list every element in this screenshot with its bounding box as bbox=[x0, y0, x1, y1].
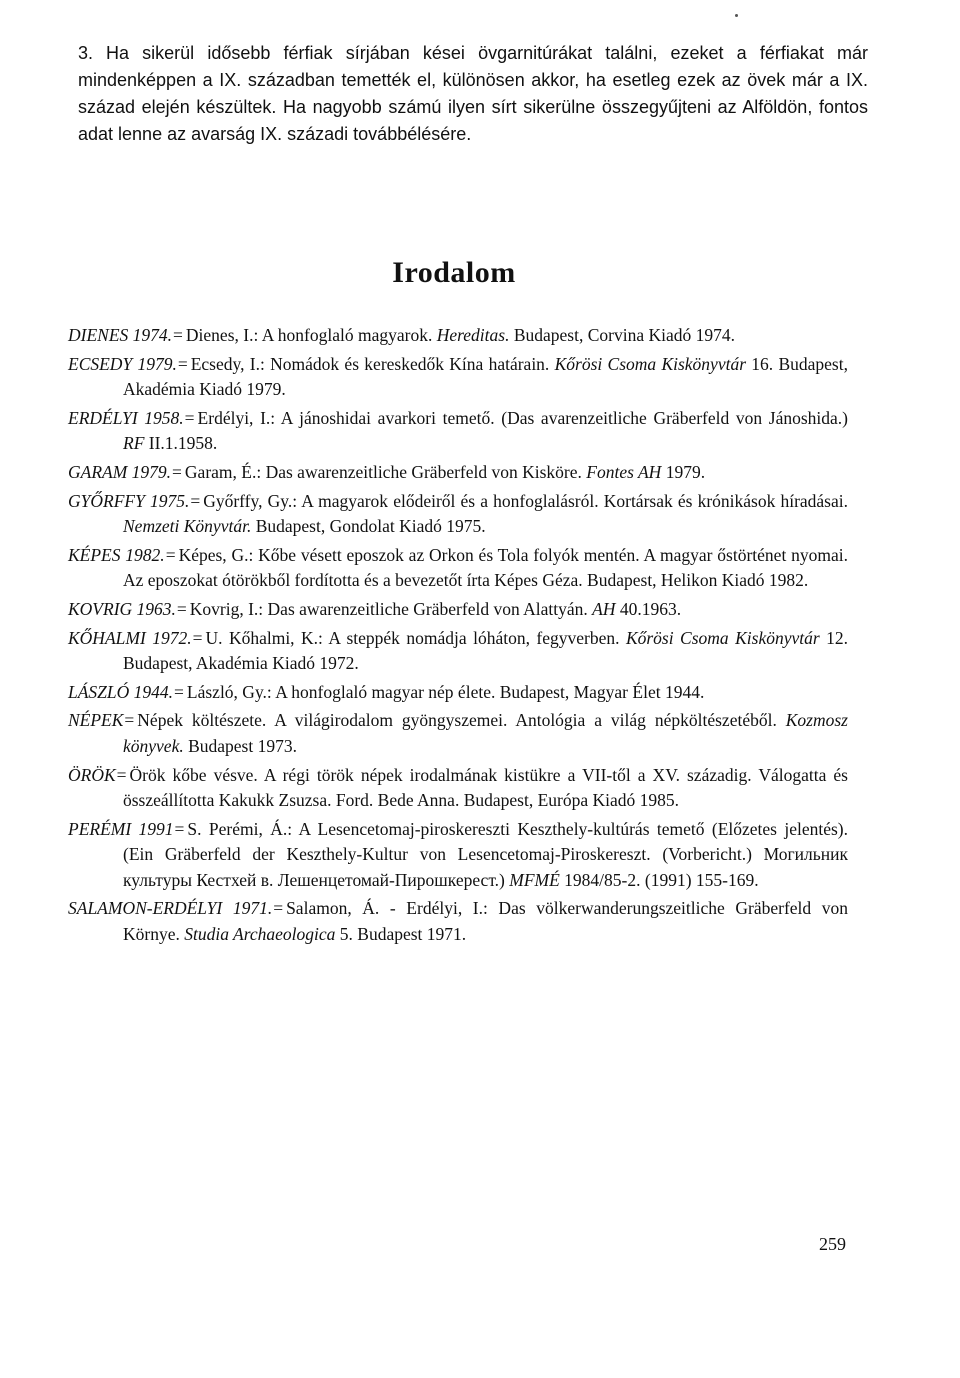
reference-separator: = bbox=[192, 627, 203, 648]
reference-key: SALAMON-ERDÉLYI 1971. bbox=[68, 898, 273, 919]
reference-separator: = bbox=[116, 764, 127, 785]
reference-title-italic: Kőrösi Csoma Kiskönyvtár bbox=[554, 353, 747, 374]
reference-separator: = bbox=[176, 598, 187, 619]
paragraph-text: Ha sikerül idősebb férfiak sírjában kései övgarnitúrákat találni, ezeket a férfiakat már mindenképpen a IX. században temették el, különösen akkor, ha esetleg ezek az övek már a IX. század elején készültek. Ha nagyobb számú ilyen sírt sikerülne összegyűjteni az Alföldön, fontos adat lenne az avarság IX. századi továbbélésére. bbox=[78, 43, 868, 144]
reference-text: 40.1963. bbox=[615, 598, 682, 619]
reference-text: Kovrig, I.: Das awarenzeitliche Gräberfeld von Alattyán. bbox=[189, 598, 593, 619]
page-number: 259 bbox=[819, 1234, 846, 1254]
reference-entry bbox=[68, 817, 848, 894]
reference-key: GARAM 1979. bbox=[68, 461, 172, 482]
reference-list bbox=[68, 323, 848, 951]
reference-entry bbox=[68, 708, 848, 759]
reference-title-italic: Studia Archaeologica bbox=[184, 924, 336, 945]
reference-key: KOVRIG 1963. bbox=[68, 598, 176, 619]
reference-text: II.1.1958. bbox=[144, 433, 218, 454]
reference-key: ECSEDY 1979. bbox=[68, 353, 177, 374]
reference-separator: = bbox=[174, 681, 184, 702]
reference-separator: = bbox=[174, 818, 185, 839]
reference-separator: = bbox=[190, 490, 201, 511]
reference-title-italic: Hereditas. bbox=[436, 325, 510, 345]
reference-key: LÁSZLÓ 1944. bbox=[68, 681, 174, 702]
intro-paragraph bbox=[78, 40, 868, 148]
reference-text: Ecsedy, I.: Nomádok és kereskedők Kína határain. bbox=[190, 353, 555, 374]
reference-entry bbox=[68, 352, 848, 403]
reference-separator: = bbox=[177, 353, 188, 374]
reference-entry bbox=[68, 626, 848, 677]
reference-title-italic: MFMÉ bbox=[509, 869, 560, 890]
reference-text: Dienes, I.: A honfoglaló magyarok. bbox=[185, 325, 437, 345]
reference-text: László, Gy.: A honfoglaló magyar nép élete. Budapest, Magyar Élet 1944. bbox=[186, 681, 705, 702]
reference-title-italic: AH bbox=[592, 598, 616, 619]
reference-text: Salamon, Á. - Erdélyi, I.: Das völkerwanderungszeitliche Gräberfeld von Környe. bbox=[123, 898, 848, 945]
reference-entry bbox=[68, 489, 848, 540]
reference-title-italic: Nemzeti Könyvtár. bbox=[123, 516, 252, 537]
reference-text: Garam, É.: Das awarenzeitliche Gräberfeld von Kisköre. bbox=[184, 461, 587, 482]
reference-title-italic: Kőrösi Csoma Kiskönyvtár bbox=[625, 627, 820, 648]
reference-entry bbox=[68, 406, 848, 457]
reference-key: KŐHALMI 1972. bbox=[68, 627, 192, 648]
reference-text: Budapest, Corvina Kiadó 1974. bbox=[509, 325, 735, 345]
reference-text: Erdélyi, I.: A jánoshidai avarkori temető. (Das avarenzeitliche Gräberfeld von Jánoshida.) bbox=[197, 407, 848, 428]
reference-key: PERÉMI 1991 bbox=[68, 818, 174, 839]
reference-key: ÖRÖK bbox=[68, 764, 116, 785]
reference-text: 16. Budapest, Akadémia Kiadó 1979. bbox=[123, 353, 848, 400]
reference-key: KÉPES 1982. bbox=[68, 544, 165, 565]
reference-entry bbox=[68, 763, 848, 814]
reference-entry bbox=[68, 597, 848, 623]
reference-entry bbox=[68, 680, 848, 706]
reference-text: 1984/85-2. (1991) 155-169. bbox=[559, 869, 759, 890]
reference-separator: = bbox=[124, 710, 135, 731]
reference-text: Népek költészete. A világirodalom gyöngyszemei. Antológia a világ népköltészetéből. bbox=[137, 710, 786, 731]
reference-text: Budapest, Gondolat Kiadó 1975. bbox=[251, 516, 486, 537]
reference-text: Képes, G.: Kőbe vésett eposzok az Orkon és Tola folyók mentén. A magyar őstörténet nyomai. Az eposzokat ótörökből fordította és a bevezetőt írta Képes Géza. Budapest, Helikon Kiadó 1982. bbox=[123, 544, 848, 591]
reference-entry bbox=[68, 543, 848, 594]
reference-entry bbox=[68, 896, 848, 947]
reference-key: GYŐRFFY 1975. bbox=[68, 490, 190, 511]
scan-speck bbox=[735, 14, 738, 17]
reference-separator: = bbox=[273, 898, 284, 919]
reference-separator: = bbox=[173, 325, 183, 345]
reference-text: S. Perémi, Á.: A Lesencetomaj-piroskereszti Keszthely-kultúrás temető (Előzetes jelentés). (Ein Gräberfeld der Keszthely-Kultur von Lesencetomaj-Piroskereszt. (Vorbericht.) Могильник культуры Кестхей в. Лешенцетомай-Пирошкерест.) bbox=[123, 818, 848, 890]
reference-text: 12. Budapest, Akadémia Kiadó 1972. bbox=[123, 627, 849, 674]
reference-separator: = bbox=[184, 407, 195, 428]
reference-separator: = bbox=[172, 461, 182, 482]
reference-entry bbox=[68, 460, 848, 486]
reference-title-italic: Kozmosz könyvek. bbox=[123, 710, 848, 756]
reference-text: Győrffy, Gy.: A magyarok elődeiről és a honfoglalásról. Kortársak és krónikások híradásai. bbox=[203, 490, 849, 511]
paragraph-number: 3. bbox=[78, 43, 94, 63]
section-heading: Irodalom bbox=[392, 256, 516, 289]
reference-text: 5. Budapest 1971. bbox=[335, 924, 467, 945]
reference-text: Budapest 1973. bbox=[183, 735, 297, 756]
reference-entry bbox=[68, 323, 848, 349]
reference-title-italic: RF bbox=[123, 433, 145, 454]
reference-text: U. Kőhalmi, K.: A steppék nomádja lóháton, fegyverben. bbox=[205, 627, 626, 648]
reference-title-italic: Fontes AH bbox=[586, 461, 662, 482]
reference-key: NÉPEK bbox=[68, 710, 124, 731]
reference-text: Örök kőbe vésve. A régi török népek irodalmának kistükre a VII-től a XV. századig. Válogatta és összeállította Kakukk Zsuzsa. Ford. Bede Anna. Budapest, Európa Kiadó 1985. bbox=[123, 764, 848, 811]
reference-key: DIENES 1974. bbox=[68, 325, 173, 345]
reference-text: 1979. bbox=[661, 461, 706, 482]
reference-separator: = bbox=[165, 544, 176, 565]
reference-key: ERDÉLYI 1958. bbox=[68, 407, 184, 428]
